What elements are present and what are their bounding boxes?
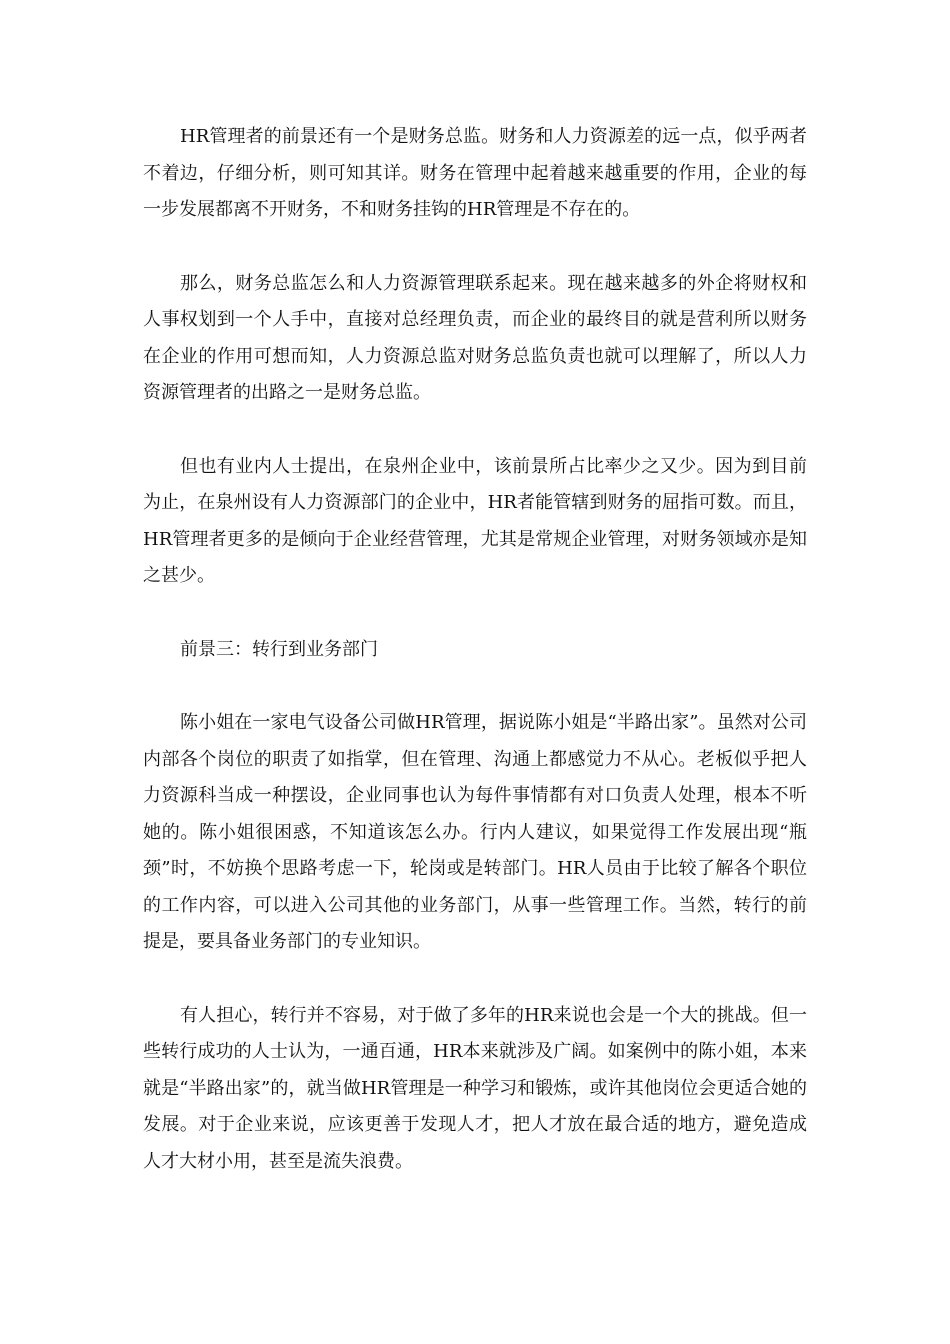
paragraph-finance-hr-link: 那么，财务总监怎么和人力资源管理联系起来。现在越来越多的外企将财权和人事权划到一个人手中，直接对总经理负责，而企业的最终目的就是营利所以财务在企业的作用可想而知，人力资源总监对财务总监负责也就可以理解了，所以人力资源管理者的出路之一是财务总监。 (143, 272, 807, 403)
document-body (143, 119, 807, 1217)
section-heading-prospect-three: 前景三：转行到业务部门 (180, 638, 378, 660)
paragraph-quanzhou-view: 但也有业内人士提出，在泉州企业中，该前景所占比率少之又少。因为到目前为止，在泉州设有人力资源部门的企业中，HR者能管辖到财务的屈指可数。而且，HR管理者更多的是倾向于企业经营管理，尤其是常规企业管理，对财务领域亦是知之甚少。 (143, 455, 807, 586)
paragraph-case-ms-chen: 陈小姐在一家电气设备公司做HR管理，据说陈小姐是“半路出家”。虽然对公司内部各个岗位的职责了如指掌，但在管理、沟通上都感觉力不从心。老板似乎把人力资源科当成一种摆设，企业同事也认为每件事情都有对口负责人处理，根本不听她的。陈小姐很困惑，不知道该怎么办。行内人建议，如果觉得工作发展出现“瓶颈”时，不妨换个思路考虑一下，轮岗或是转部门。HR人员由于比较了解各个职位的工作内容，可以进入公司其他的业务部门，从事一些管理工作。当然，转行的前提是，要具备业务部门的专业知识。 (143, 712, 807, 952)
paragraph-career-change: 有人担心，转行并不容易，对于做了多年的HR来说也会是一个大的挑战。但一些转行成功的人士认为，一通百通，HR本来就涉及广阔。如案例中的陈小姐，本来就是“半路出家”的，就当做HR管理是一种学习和锻炼，或许其他岗位会更适合她的发展。对于企业来说，应该更善于发现人才，把人才放在最合适的地方，避免造成人才大材小用，甚至是流失浪费。 (143, 1004, 807, 1172)
paragraph-cfo-prospect: HR管理者的前景还有一个是财务总监。财务和人力资源差的远一点，似乎两者不着边，仔细分析，则可知其详。财务在管理中起着越来越重要的作用，企业的每一步发展都离不开财务，不和财务挂钩的HR管理是不存在的。 (143, 126, 807, 220)
